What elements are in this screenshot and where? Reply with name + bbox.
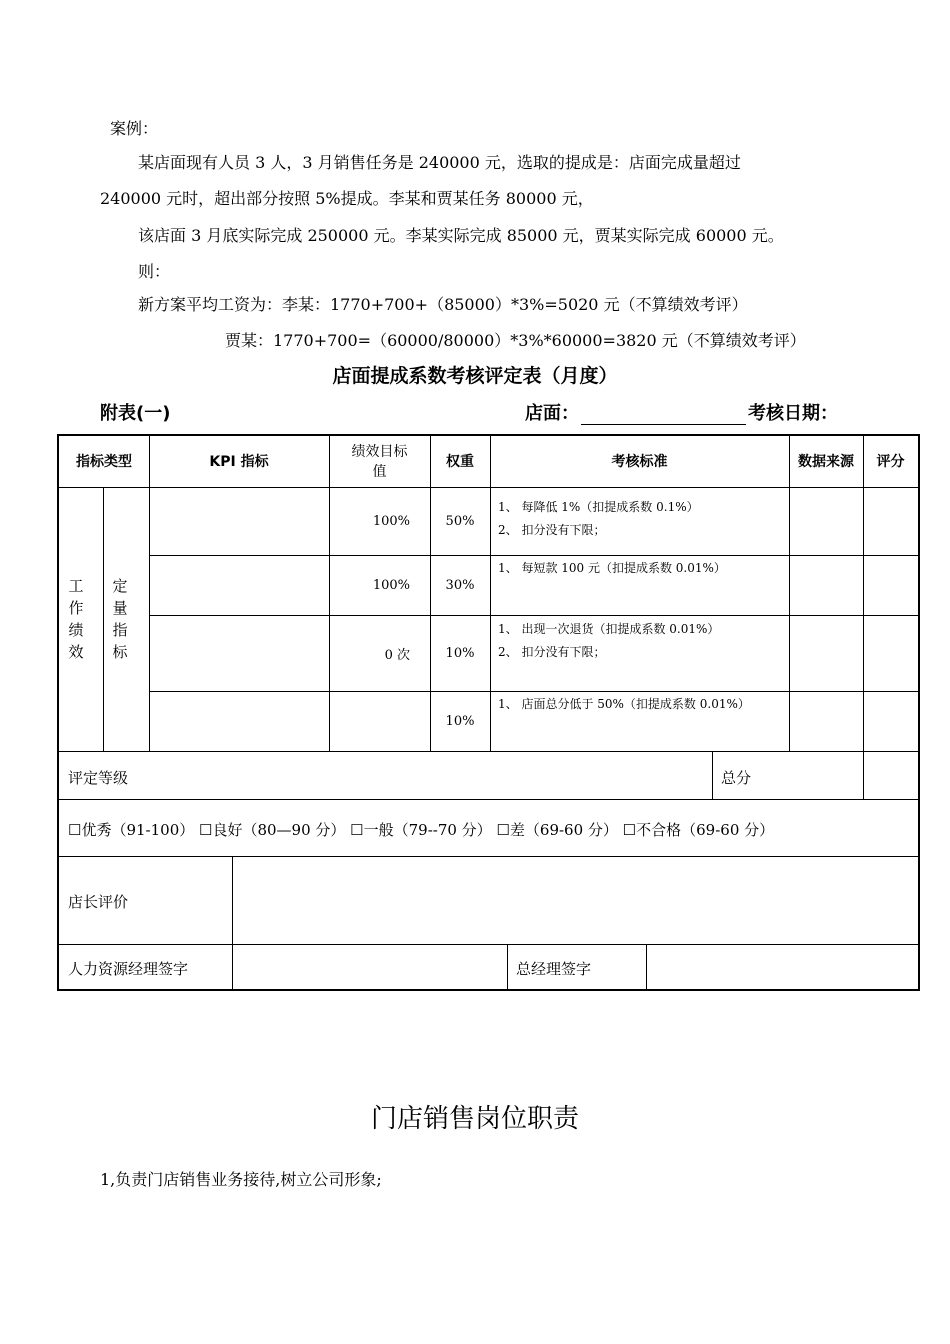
intro-line-5: 新方案平均工资为：李某：1770+700+（85000）*3%=5020 元（不算绩效考评） bbox=[138, 295, 748, 314]
header-source: 数据来源 bbox=[798, 453, 854, 470]
table-row-3-score[interactable] bbox=[863, 615, 918, 691]
table-row-4-score[interactable] bbox=[863, 691, 918, 751]
table-row-4-kpi[interactable] bbox=[149, 691, 329, 751]
table-row-2-weight: 30% bbox=[445, 577, 475, 593]
category-work-performance: 工作绩效 bbox=[68, 577, 84, 661]
table-row-1-source[interactable] bbox=[789, 487, 863, 555]
store-label: 店面： bbox=[525, 403, 579, 424]
total-score-field[interactable] bbox=[863, 751, 918, 799]
header-target: 绩效目标值 bbox=[351, 443, 408, 480]
table-row-1-score[interactable] bbox=[863, 487, 918, 555]
table-row-1-target: 100% bbox=[372, 513, 410, 529]
table-row-2-criteria: 1、 每短款 100 元（扣提成系数 0.01%） bbox=[498, 561, 726, 575]
table-row-3-kpi[interactable] bbox=[149, 615, 329, 691]
table-row-3-source[interactable] bbox=[789, 615, 863, 691]
form-title: 店面提成系数考核评定表（月度） bbox=[332, 365, 618, 387]
manager-eval-label: 店长评价 bbox=[68, 893, 129, 911]
date-label: 考核日期： bbox=[748, 403, 838, 424]
header-weight: 权重 bbox=[446, 453, 474, 470]
intro-line-6: 贾某：1770+700=（60000/80000）*3%*60000=3820 元（不算绩效考评） bbox=[225, 331, 806, 350]
gm-sign-label: 总经理签字 bbox=[516, 960, 592, 978]
header-kpi: KPI 指标 bbox=[209, 453, 269, 470]
intro-line-4: 则： bbox=[138, 262, 171, 281]
hr-sign-field[interactable] bbox=[232, 944, 507, 989]
total-label: 总分 bbox=[721, 769, 752, 787]
header-score: 评分 bbox=[876, 453, 905, 470]
table-row-2-source[interactable] bbox=[789, 555, 863, 615]
table-row-1-criteria: 1、 每降低 1%（扣提成系数 0.1%） 2、 扣分没有下限； bbox=[498, 500, 699, 537]
assessment-table bbox=[57, 434, 920, 991]
table-row-4-target[interactable] bbox=[329, 691, 430, 751]
intro-line-3: 该店面 3 月底实际完成 250000 元。李某实际完成 85000 元，贾某实际完成 60000 元。 bbox=[138, 226, 784, 245]
category-quantitative: 定量指标 bbox=[112, 577, 128, 661]
table-row-3-weight: 10% bbox=[445, 645, 475, 661]
table-row-4-criteria: 1、 店面总分低于 50%（扣提成系数 0.01%） bbox=[498, 697, 750, 711]
table-row-1-kpi[interactable] bbox=[149, 487, 329, 555]
duties-item-1: 1,负责门店销售业务接待,树立公司形象; bbox=[100, 1170, 382, 1189]
table-row-2-target: 100% bbox=[372, 577, 410, 593]
header-type: 指标类型 bbox=[76, 453, 132, 470]
store-field bbox=[525, 399, 838, 425]
header-standard: 考核标准 bbox=[611, 453, 668, 470]
rating-label: 评定等级 bbox=[68, 769, 129, 787]
hr-sign-label: 人力资源经理签字 bbox=[68, 960, 189, 978]
duties-title: 门店销售岗位职责 bbox=[370, 1104, 579, 1134]
table-row-3-target: 0 次 bbox=[384, 647, 410, 663]
table-row-3-criteria: 1、 出现一次退货（扣提成系数 0.01%） 2、 扣分没有下限； bbox=[498, 622, 720, 659]
manager-eval-field[interactable] bbox=[232, 856, 918, 944]
table-row-4-weight: 10% bbox=[445, 713, 475, 729]
table-row-2-score[interactable] bbox=[863, 555, 918, 615]
table-row-2-kpi[interactable] bbox=[149, 555, 329, 615]
store-blank[interactable] bbox=[581, 406, 746, 425]
table-row-1-weight: 50% bbox=[445, 513, 475, 529]
gm-sign-field[interactable] bbox=[646, 944, 918, 989]
grade-options[interactable]: ☐优秀（91-100） ☐良好（80—90 分） ☐一般（79--70 分） ☐差（69-60 分） ☐不合格（69-60 分） bbox=[68, 821, 775, 839]
intro-line-2: 240000 元时，超出部分按照 5%提成。李某和贾某任务 80000 元， bbox=[100, 189, 594, 208]
appendix-label: 附表(一) bbox=[100, 403, 171, 424]
intro-heading: 案例： bbox=[110, 119, 159, 138]
intro-line-1: 某店面现有人员 3 人，3 月销售任务是 240000 元，选取的提成是：店面完成量超过 bbox=[138, 153, 741, 172]
table-row-4-source[interactable] bbox=[789, 691, 863, 751]
